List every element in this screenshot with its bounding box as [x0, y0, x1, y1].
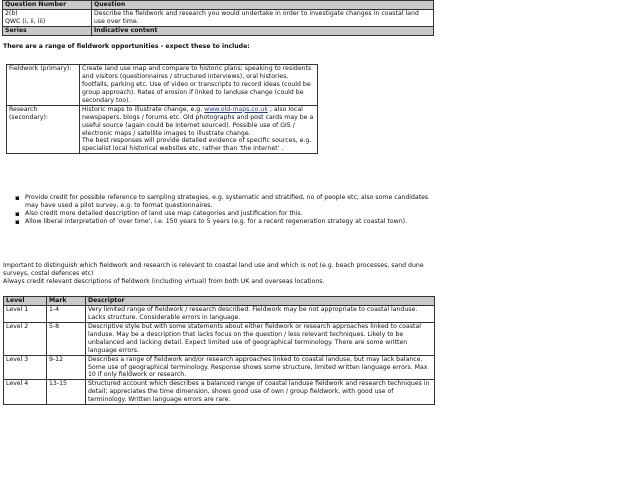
header-question-number: Question Number [3, 1, 92, 10]
bullet-item: ▪ Allow liberal interpretation of 'over time', i.e. 150 years to 5 years (e.g. for a recent regeneration strategy at coastal town). [25, 218, 435, 226]
bullet-list [3, 194, 435, 226]
fieldwork-table [6, 64, 318, 154]
header-descriptor: Descriptor [86, 297, 435, 306]
indicative-label: Indicative content [92, 26, 434, 35]
qwc-label: QWC (i, ii, iii) [5, 17, 46, 25]
level-row [4, 380, 435, 405]
level-label: Level 3 [4, 355, 47, 380]
bullet-item: ▪ Also credit more detailed description of land use map categories and justification for this. [25, 210, 435, 218]
level-mark: 9-12 [47, 355, 86, 380]
bullet-item: ▪ Provide credit for possible reference to sampling strategies, e.g. systematic and stratified, no of people etc; also some candidates may have used a pilot survey, e.g. to format questionnaires. [25, 194, 435, 210]
research-text [82, 106, 315, 138]
notes [3, 262, 435, 286]
question-table [2, 0, 434, 36]
question-row [3, 9, 434, 26]
series-label: Series [3, 26, 92, 35]
level-label: Level 4 [4, 380, 47, 405]
fieldwork-row [7, 65, 318, 106]
series-row [3, 26, 434, 35]
research-text-extra: The best responses will provide detailed evidence of specific sources, e.g. specialist local historical websites etc, rather than 'the internet' . [82, 137, 312, 153]
level-mark: 1-4 [47, 305, 86, 322]
header-level: Level [4, 297, 47, 306]
note-important: Important to distinguish which fieldwork and research is relevant to coastal land use and which is not (e.g. beach processes, sand dune surveys, costal defences etc) [3, 262, 424, 277]
level-descriptor: Descriptive style but with some statements about either fieldwork or research approaches linked to coastal landuse. May be a description that lacks focus on the question / less relevant techniques. Likely to be unbalanced and lacking detail. Expect limited use of geographical terminology. There are some written language errors. [86, 322, 435, 355]
levels-table [3, 296, 435, 405]
question-number: 2(b) [5, 9, 18, 17]
level-row [4, 322, 435, 355]
level-descriptor: Very limited range of fieldwork / research described. Fieldwork may be not appropriate to coastal landuse. Lacks structure. Considerable errors in language. [86, 305, 435, 322]
level-label: Level 2 [4, 322, 47, 355]
note-credit: Always credit relevant descriptions of fieldwork (including virtual) from both UK and overseas locations. [3, 277, 325, 285]
question-text: Describe the fieldwork and research you would undertake in order to investigate changes in coastal land use over time. [92, 9, 434, 26]
research-text-cell [80, 105, 318, 154]
level-descriptor: Structured account which describes a balanced range of coastal landuse fieldwork and research techniques in detail; appreciates the time dimension, shows good use of own / group fieldwork, with good use of terminology. Written language errors are rare. [86, 380, 435, 405]
level-label: Level 1 [4, 305, 47, 322]
level-row [4, 355, 435, 380]
level-descriptor: Describes a range of fieldwork and/or research approaches linked to coastal landuse, but may lack balance. Some use of geographical terminology. Response shows some structure, limited written language errors. Max 10 if only fieldwork or research. [86, 355, 435, 380]
research-row [7, 105, 318, 154]
research-text-after: ; also local newspapers, blogs / forums etc. Old photographs and post cards may be a useful source (again could be internet sourced). Possible use of GIS / electronic maps / satellite images to illustrate change. [82, 105, 314, 137]
level-row [4, 305, 435, 322]
intro-text: There are a range of fieldwork opportunities - expect these to include: [3, 43, 250, 50]
research-label: Research (secondary): [7, 105, 80, 154]
research-text-before: Historic maps to illustrate change, e.g. [82, 105, 205, 113]
old-maps-link[interactable]: www.old-maps.co.uk [204, 105, 268, 113]
levels-header [4, 297, 435, 306]
fieldwork-label: Fieldwork (primary): [7, 65, 80, 106]
question-number-cell [3, 9, 92, 26]
level-mark: 5-8 [47, 322, 86, 355]
header-mark: Mark [47, 297, 86, 306]
header-question: Question [92, 1, 434, 10]
fieldwork-text: Create land use map and compare to historic plans; speaking to residents and visitors (questionnaires / structured interviews), oral histories, footfalls, parking etc. Use of video or transcripts to record ideas (could be group approach). Rates of erosion if linked to landuse change (could be secondary too). [80, 65, 318, 106]
level-mark: 13-15 [47, 380, 86, 405]
question-table-header [3, 1, 434, 10]
